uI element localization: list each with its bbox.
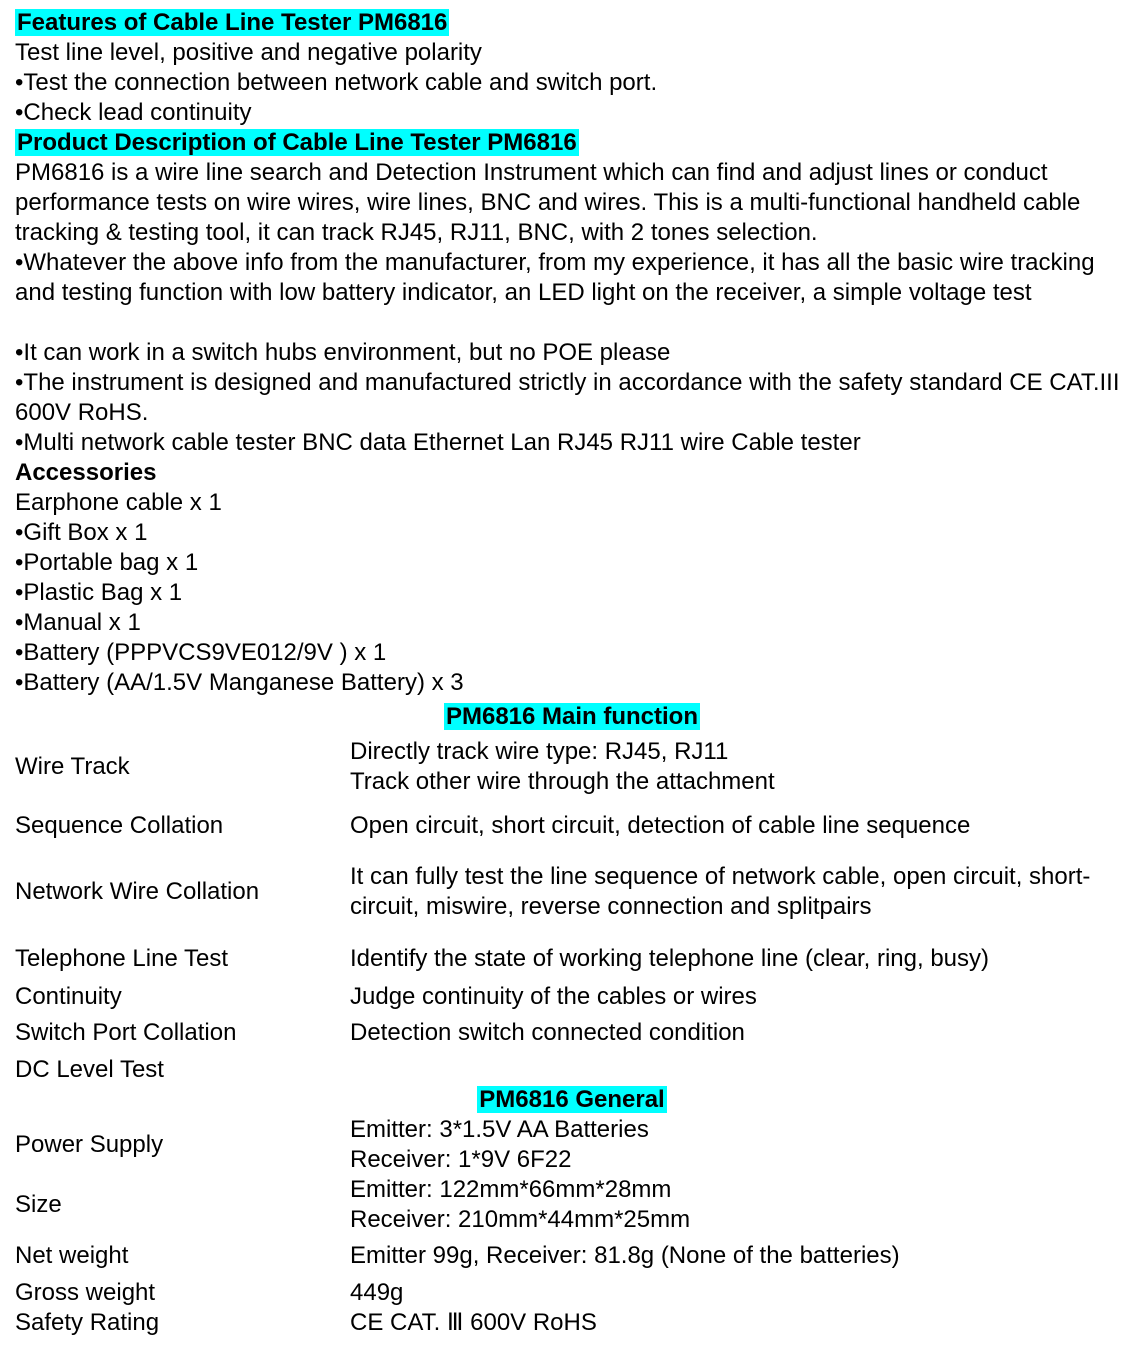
accessory-item: •Manual x 1 — [15, 609, 141, 636]
spec-value: Open circuit, short circuit, detection of cable line sequence — [350, 812, 971, 839]
description-paragraph: •The instrument is designed and manufactured strictly in accordance with the safety standard CE CAT.III 600V RoHS. — [15, 369, 1120, 426]
description-item: •It can work in a switch hubs environment, but no POE please — [15, 339, 671, 366]
spec-label: Wire Track — [15, 753, 130, 780]
spec-value: It can fully test the line sequence of network cable, open circuit, short-circuit, miswire, reverse connection and splitpairs — [350, 863, 1091, 920]
accessory-item: •Battery (AA/1.5V Manganese Battery) x 3 — [15, 669, 464, 696]
description-paragraph: PM6816 is a wire line search and Detection Instrument which can find and adjust lines or conduct performance tests on wire wires, wire lines, BNC and wires. This is a multi-functional handheld cable tracking & testing tool, it can track RJ45, RJ11, BNC, with 2 tones selection. — [15, 159, 1081, 246]
spec-value: Track other wire through the attachment — [350, 768, 775, 795]
spec-label: Net weight — [15, 1242, 129, 1269]
spec-label: Size — [15, 1191, 62, 1218]
spec-value: 449g — [350, 1279, 404, 1306]
spec-value: Detection switch connected condition — [350, 1019, 745, 1046]
description-paragraph: •Whatever the above info from the manufacturer, from my experience, it has all the basic wire tracking and testing function with low battery indicator, an LED light on the receiver, a simple voltage test — [15, 249, 1095, 306]
features-heading: Features of Cable Line Tester PM6816 — [17, 9, 448, 36]
description-item: •Multi network cable tester BNC data Ethernet Lan RJ45 RJ11 wire Cable tester — [15, 429, 861, 456]
general-heading: PM6816 General — [479, 1086, 665, 1113]
spec-label: Network Wire Collation — [15, 878, 260, 905]
spec-value: Emitter: 122mm*66mm*28mm — [350, 1176, 672, 1203]
spec-label: Switch Port Collation — [15, 1019, 237, 1046]
main-function-heading: PM6816 Main function — [445, 703, 699, 730]
accessory-item: •Plastic Bag x 1 — [15, 579, 183, 606]
spec-value: Identify the state of working telephone line (clear, ring, busy) — [350, 945, 990, 972]
accessory-item: •Gift Box x 1 — [15, 519, 148, 546]
spec-label: Gross weight — [15, 1279, 156, 1306]
spec-value: Receiver: 1*9V 6F22 — [350, 1146, 572, 1173]
spec-value: Emitter: 3*1.5V AA Batteries — [350, 1116, 649, 1143]
features-item: Test line level, positive and negative polarity — [15, 39, 482, 66]
spec-label: Safety Rating — [15, 1309, 160, 1336]
spec-label: Telephone Line Test — [15, 945, 229, 972]
spec-label: DC Level Test — [15, 1056, 164, 1083]
spec-value: Judge continuity of the cables or wires — [350, 983, 757, 1010]
spec-value: Directly track wire type: RJ45, RJ11 — [350, 738, 729, 765]
features-item: •Test the connection between network cable and switch port. — [15, 69, 658, 96]
accessory-item: Earphone cable x 1 — [15, 489, 222, 516]
accessory-item: •Portable bag x 1 — [15, 549, 199, 576]
accessory-item: •Battery (PPPVCS9VE012/9V ) x 1 — [15, 639, 387, 666]
spec-value: Receiver: 210mm*44mm*25mm — [350, 1206, 691, 1233]
description-heading: Product Description of Cable Line Tester PM6816 — [17, 129, 577, 156]
spec-label: Power Supply — [15, 1131, 164, 1158]
spec-label: Sequence Collation — [15, 812, 224, 839]
spec-value: CE CAT. Ⅲ 600V RoHS — [350, 1309, 597, 1336]
accessories-heading: Accessories — [15, 459, 157, 486]
spec-label: Continuity — [15, 983, 122, 1010]
features-item: •Check lead continuity — [15, 99, 252, 126]
spec-value: Emitter 99g, Receiver: 81.8g (None of the batteries) — [350, 1242, 900, 1269]
